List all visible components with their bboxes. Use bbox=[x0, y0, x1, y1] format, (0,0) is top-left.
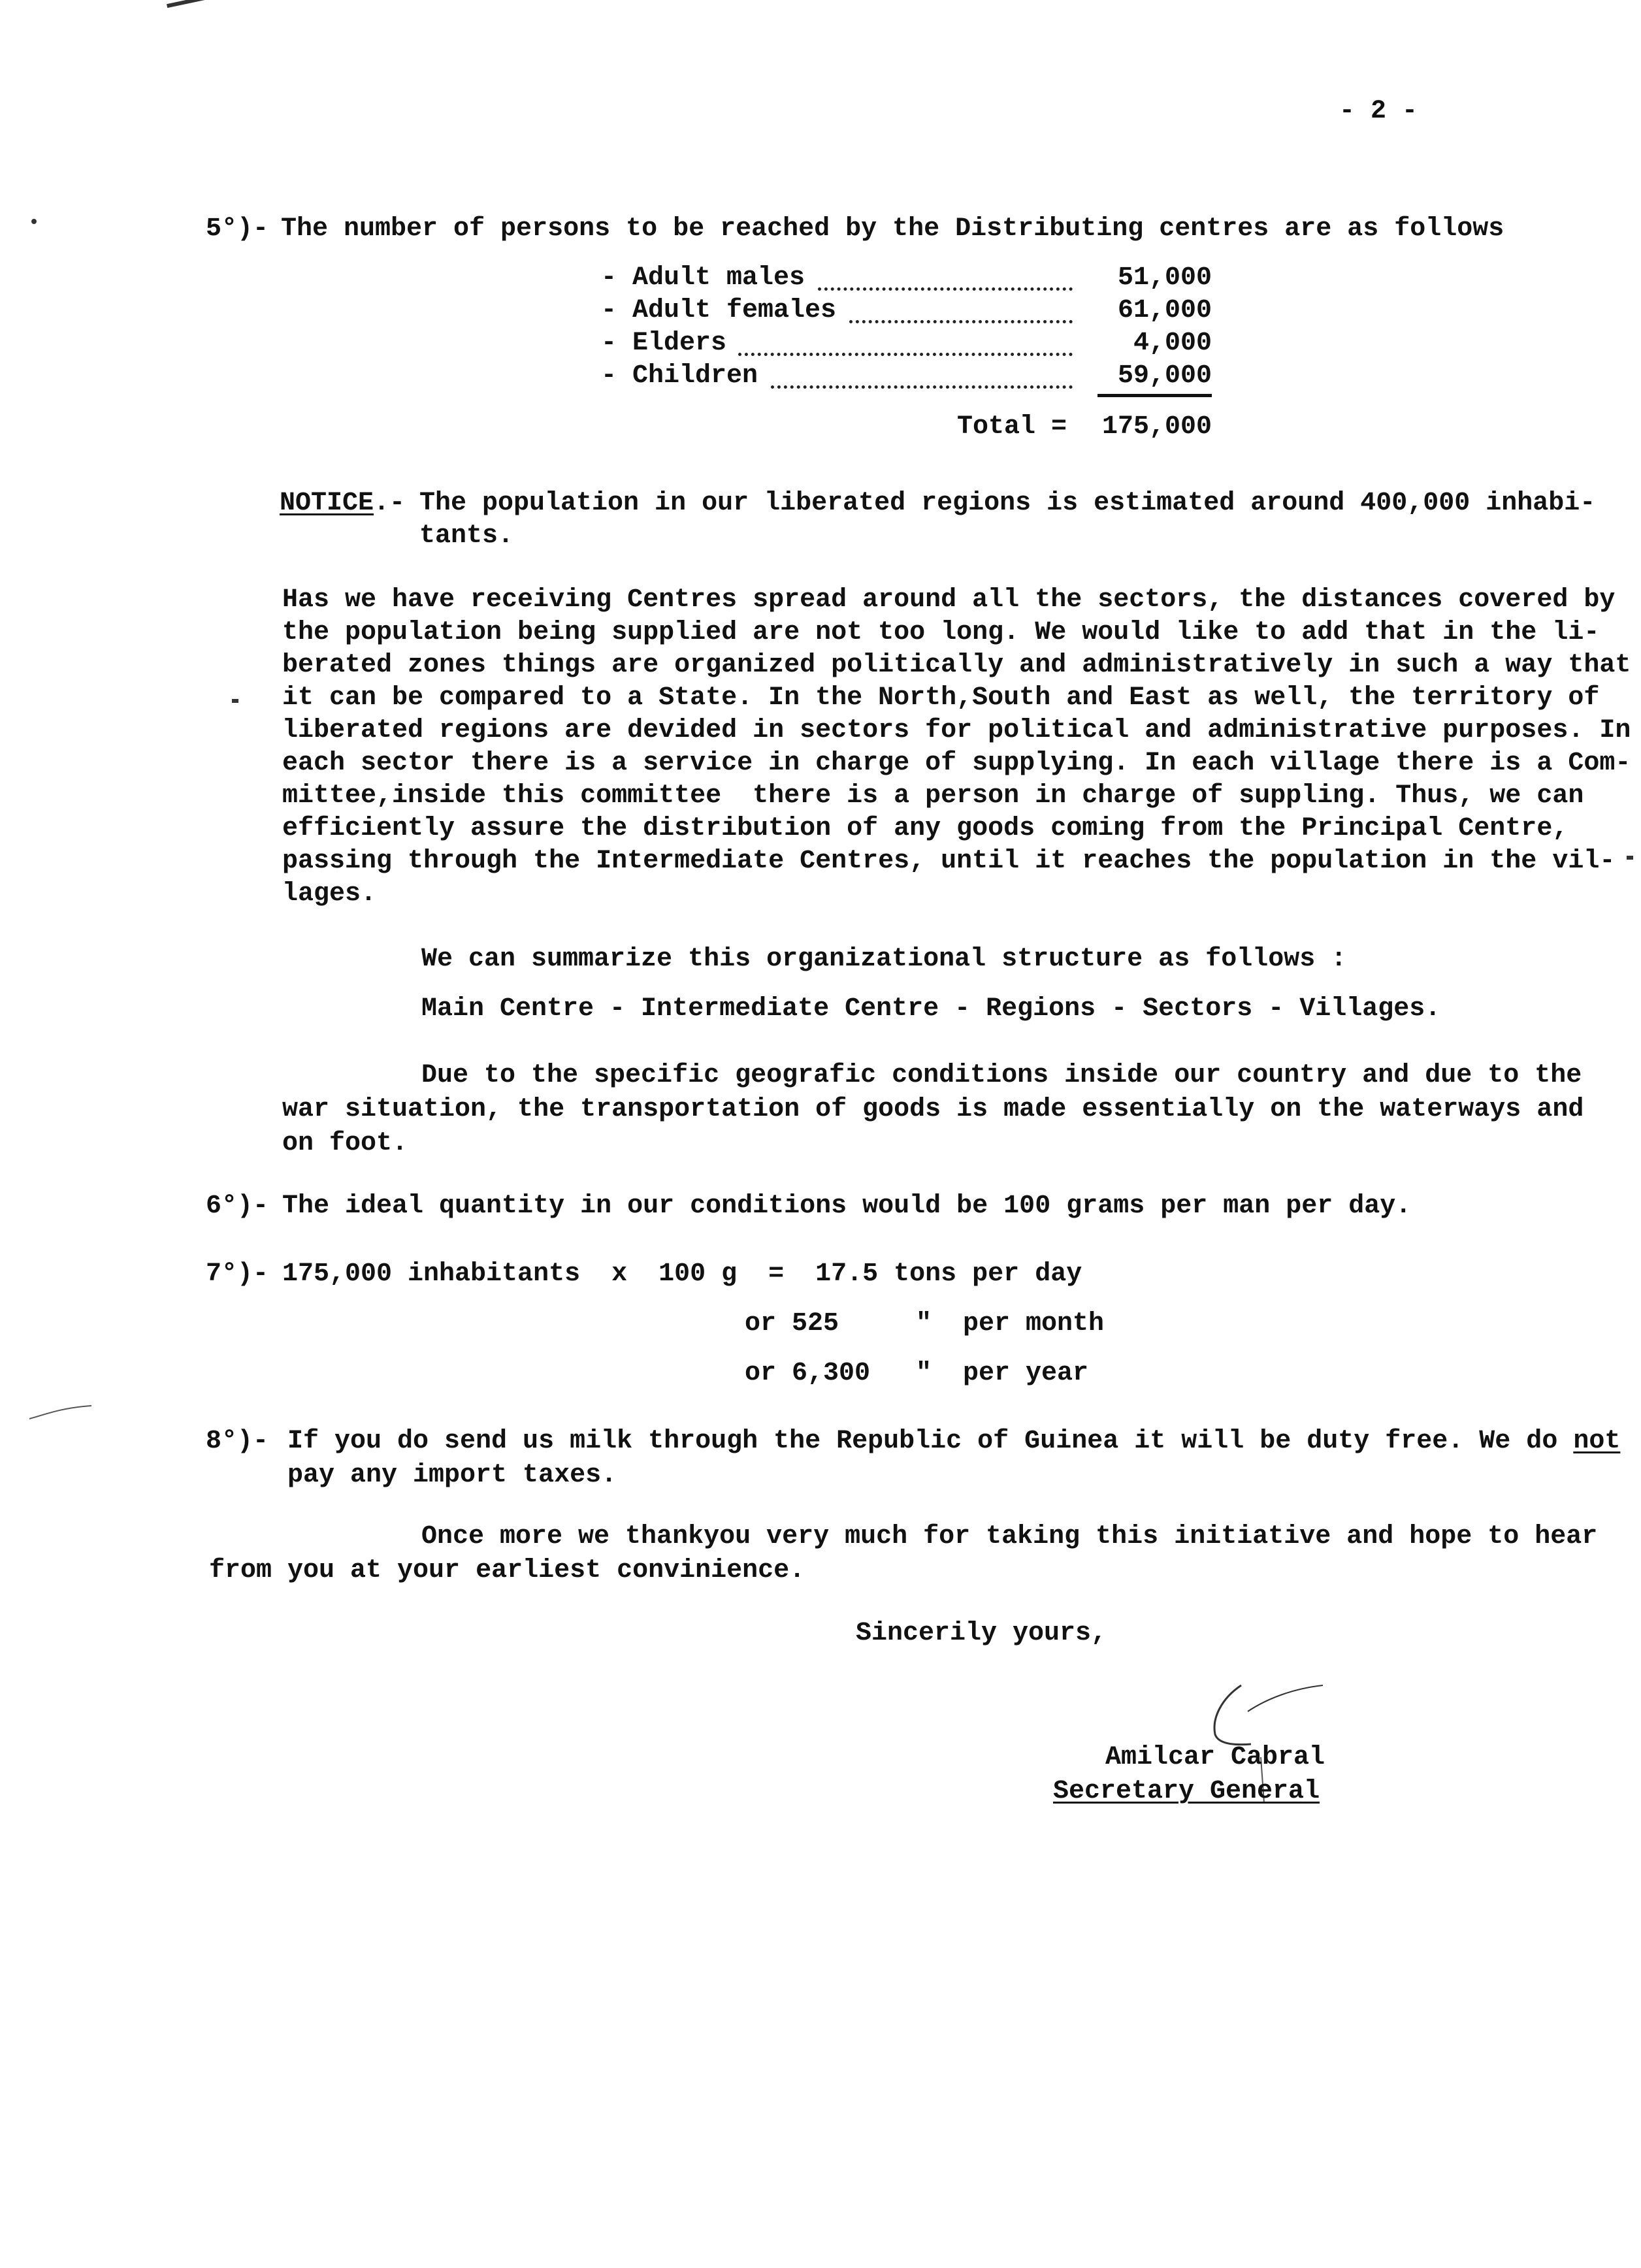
item-8-emphasis: not bbox=[1573, 1427, 1621, 1456]
row-label: - Adult females bbox=[601, 296, 837, 325]
item-7-month-prefix: or 525 bbox=[745, 1309, 839, 1338]
paragraph-line: efficiently assure the distribution of any goods coming from the Principal Centre, bbox=[282, 814, 1568, 843]
paragraph-line: Has we have receiving Centres spread around all the sectors, the distances covered by bbox=[282, 585, 1616, 615]
row-label: - Children bbox=[601, 361, 758, 391]
paragraph-line: passing through the Intermediate Centres, until it reaches the population in the vil- bbox=[282, 847, 1616, 876]
paragraph-line: on foot. bbox=[282, 1129, 408, 1158]
item-6-text: The ideal quantity in our conditions would be 100 grams per man per day. bbox=[282, 1191, 1412, 1221]
signoff: Sincerily yours, bbox=[856, 1619, 1107, 1648]
item-7-line1: 175,000 inhabitants x 100 g = 17.5 tons per day bbox=[282, 1259, 1082, 1289]
signer-name: Amilcar Cabral bbox=[1105, 1743, 1325, 1772]
dot-leader bbox=[818, 287, 1073, 291]
row-value: 51,000 bbox=[1117, 263, 1212, 293]
notice-text-line1: The population in our liberated regions is estimated around 400,000 inhabi- bbox=[419, 489, 1596, 518]
paragraph-line: it can be compared to a State. In the North,South and East as well, the territory of bbox=[282, 683, 1600, 713]
item-6-marker: 6°)- bbox=[206, 1191, 269, 1221]
paragraph-line: the population being supplied are not too long. We would like to add that in the li- bbox=[282, 618, 1600, 647]
page-number: - 2 - bbox=[1339, 97, 1418, 126]
row-value: 59,000 bbox=[1117, 361, 1212, 391]
item-7-month-mark: " bbox=[916, 1309, 932, 1338]
paragraph-line: liberated regions are devided in sectors for political and administrative purposes. In bbox=[282, 716, 1631, 745]
item-7-year-text: per year bbox=[963, 1359, 1089, 1388]
paragraph-line: mittee,inside this committee there is a person in charge of suppling. Thus, we can bbox=[282, 781, 1584, 811]
paragraph-line: berated zones things are organized politically and administratively in such a way that bbox=[282, 651, 1631, 680]
row-value: 61,000 bbox=[1117, 296, 1212, 325]
item-8-line1 bbox=[287, 1427, 1620, 1456]
item-8-line2: pay any import taxes. bbox=[287, 1461, 617, 1490]
paragraph-line: war situation, the transportation of goods is made essentially on the waterways and bbox=[282, 1095, 1584, 1124]
scan-speck bbox=[31, 219, 37, 224]
paragraph-line: Once more we thankyou very much for taking this initiative and hope to hear bbox=[421, 1522, 1598, 1551]
scan-mark bbox=[26, 1398, 98, 1424]
dot-leader bbox=[771, 385, 1073, 389]
total-value: 175,000 bbox=[1101, 412, 1212, 442]
item-7-year-mark: " bbox=[916, 1359, 932, 1388]
dot-leader bbox=[738, 353, 1073, 356]
paragraph-line: Due to the specific geografic conditions inside our country and due to the bbox=[421, 1061, 1582, 1090]
row-value: 4,000 bbox=[1133, 329, 1212, 358]
item-8-marker: 8°)- bbox=[206, 1427, 269, 1456]
notice-sep: .- bbox=[374, 489, 406, 518]
structure-chain: Main Centre - Intermediate Centre - Regions - Sectors - Villages. bbox=[421, 994, 1441, 1024]
total-label: Total = bbox=[957, 412, 1067, 442]
scan-speck bbox=[232, 699, 238, 703]
item-8-line1-text: If you do send us milk through the Republic of Guinea it will be duty free. We do bbox=[287, 1427, 1574, 1456]
paragraph-line: lages. bbox=[282, 879, 377, 909]
scan-speck bbox=[167, 0, 206, 8]
item-5-intro: The number of persons to be reached by the Distributing centres are as follows bbox=[281, 214, 1504, 244]
scan-speck bbox=[1627, 856, 1633, 860]
paragraph-line: each sector there is a service in charge of supplying. In each village there is a Com- bbox=[282, 749, 1631, 778]
dot-leader bbox=[849, 320, 1073, 323]
paragraph-line: from you at your earliest convinience. bbox=[209, 1556, 805, 1585]
item-7-marker: 7°)- bbox=[206, 1259, 269, 1289]
item-7-month-text: per month bbox=[963, 1309, 1105, 1338]
notice-text-line2: tants. bbox=[419, 521, 514, 551]
summary-intro: We can summarize this organizational structure as follows : bbox=[421, 945, 1347, 974]
row-label: - Adult males bbox=[601, 263, 805, 293]
item-5-marker: 5°)- bbox=[206, 214, 269, 244]
sum-rule bbox=[1097, 394, 1212, 397]
notice-label: NOTICE bbox=[280, 489, 374, 518]
signer-title: Secretary General bbox=[1053, 1777, 1320, 1806]
row-label: - Elders bbox=[601, 329, 727, 358]
item-7-year-prefix: or 6,300 bbox=[745, 1359, 871, 1388]
